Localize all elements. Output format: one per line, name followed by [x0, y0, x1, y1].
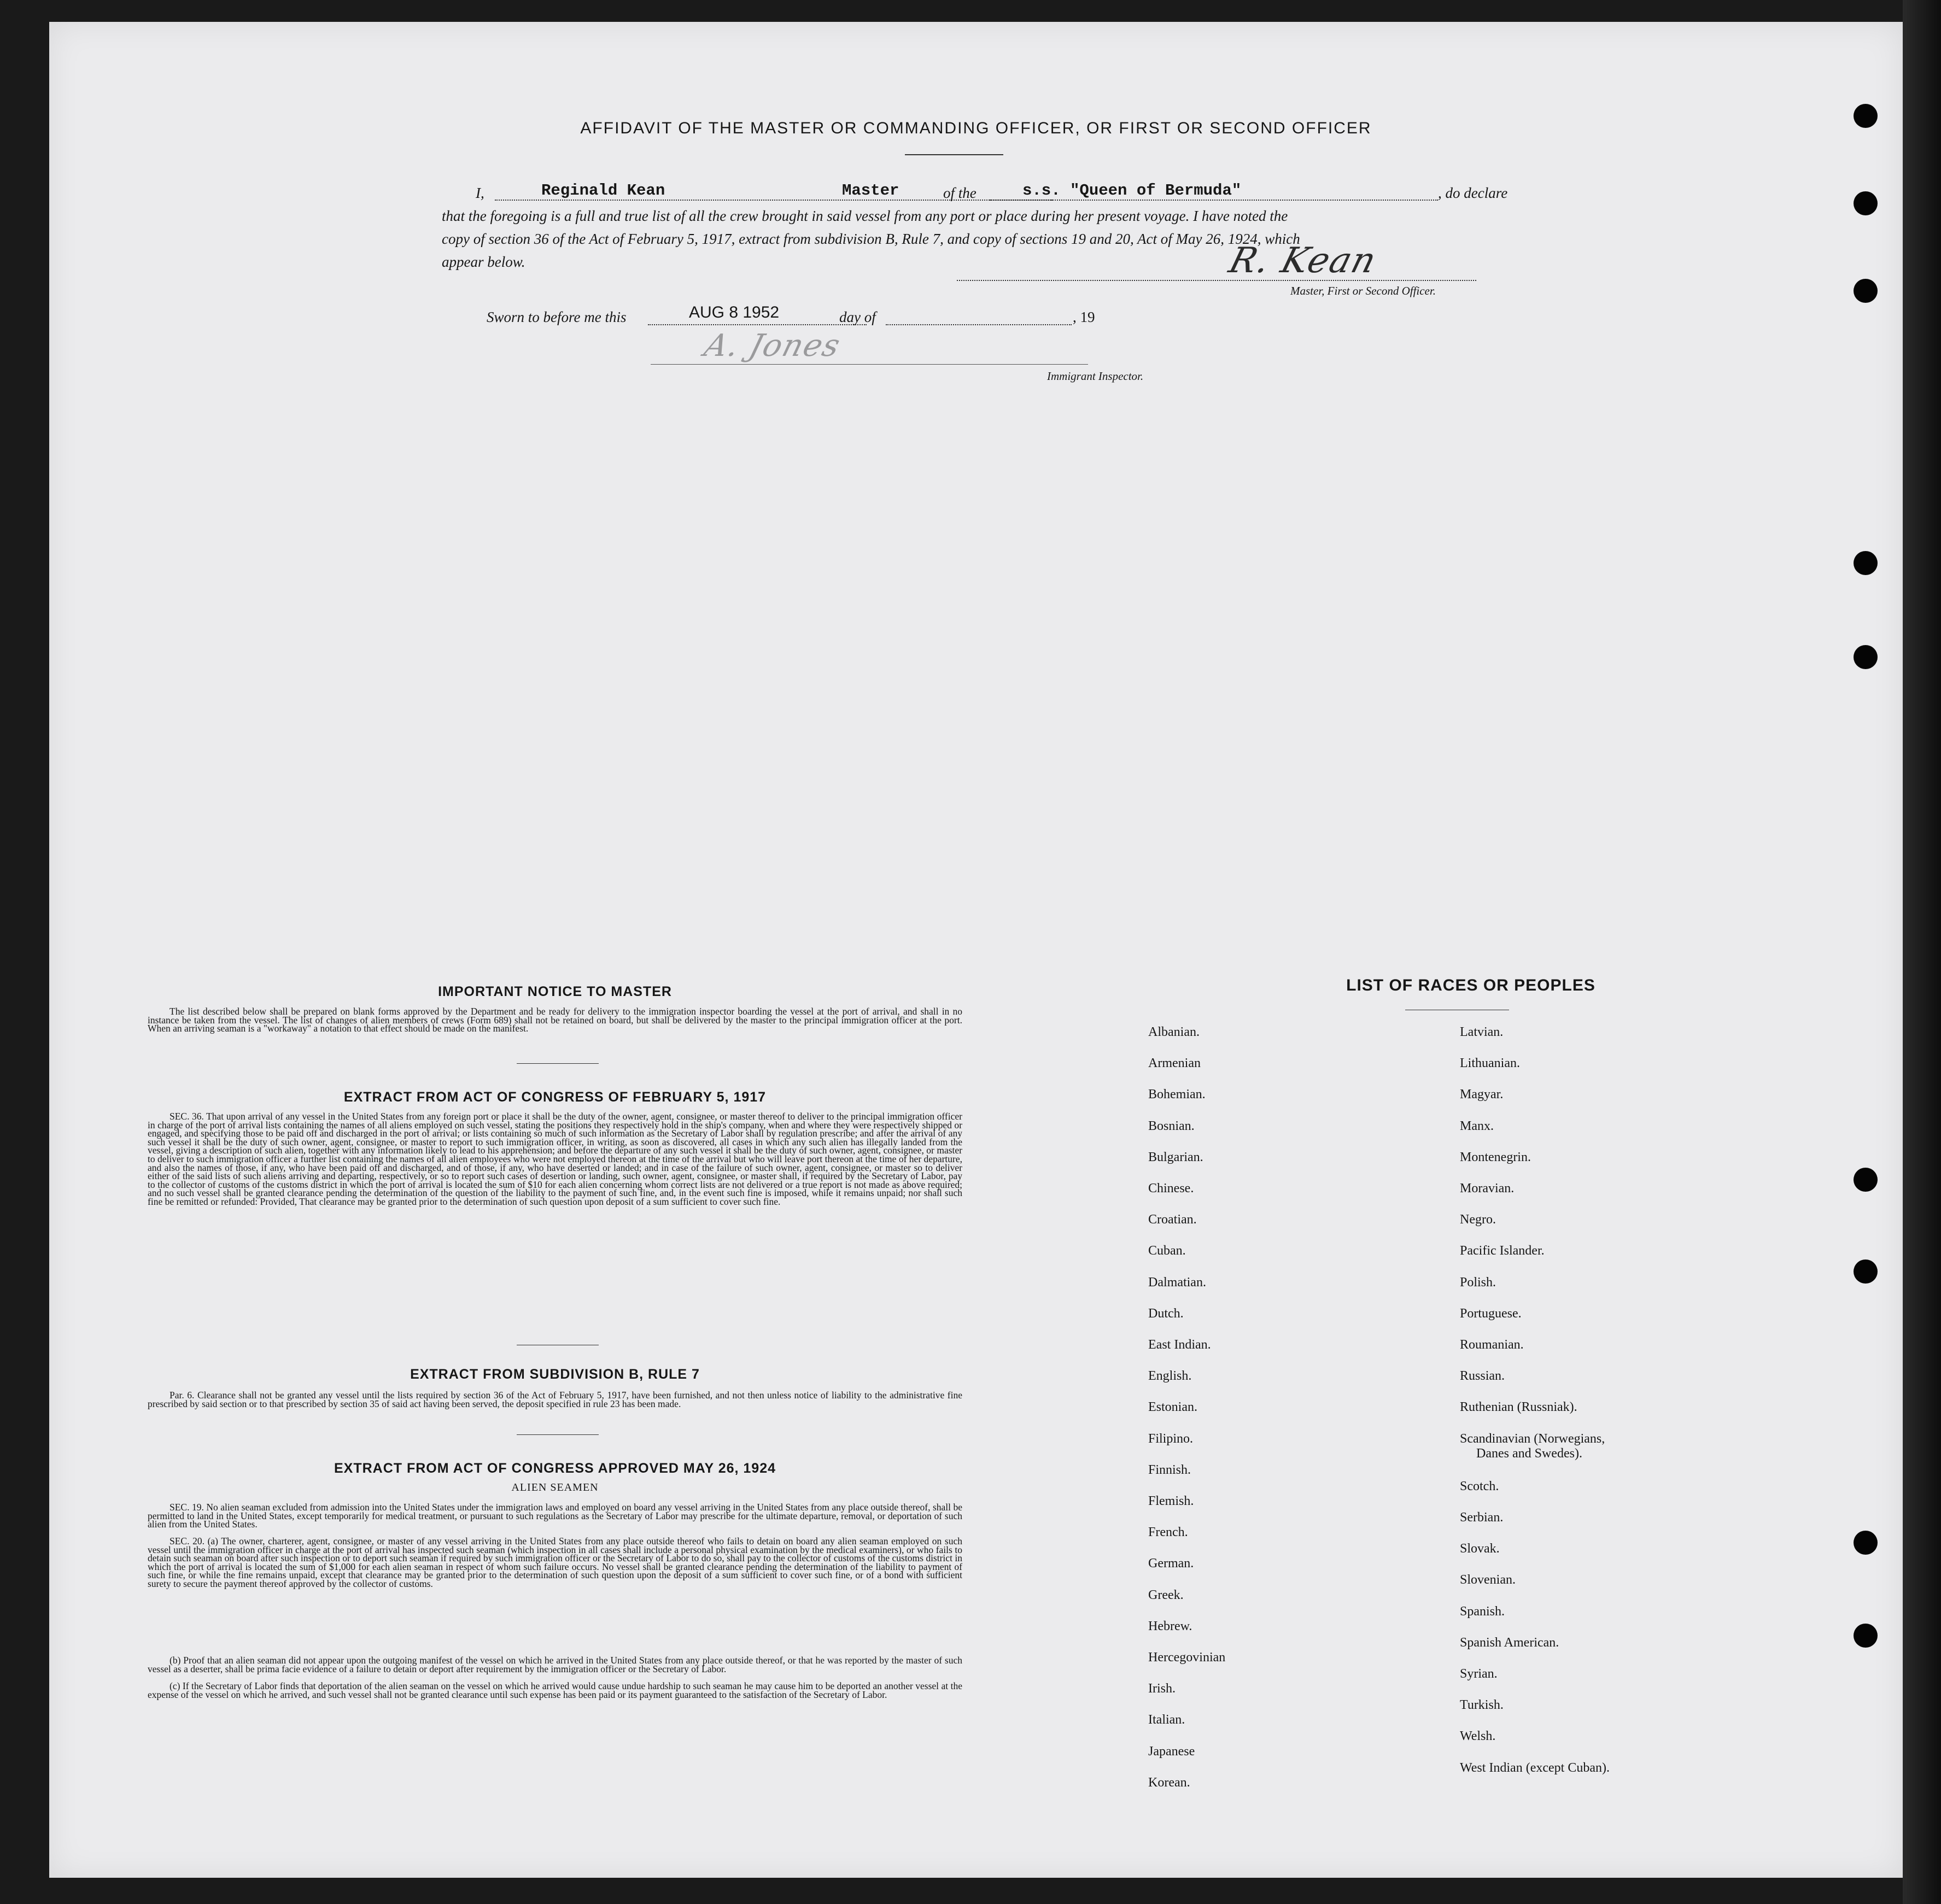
notice-title: IMPORTANT NOTICE TO MASTER: [438, 984, 672, 999]
race-item: East Indian.: [1148, 1338, 1211, 1352]
race-item: Finnish.: [1148, 1462, 1191, 1477]
race-item: Bohemian.: [1148, 1087, 1206, 1102]
punch-hole: [1854, 1168, 1878, 1192]
rule7-divider: [517, 1434, 599, 1435]
race-item: Armenian: [1148, 1056, 1201, 1071]
race-item: Slovak.: [1460, 1542, 1500, 1556]
race-item: Syrian.: [1460, 1667, 1498, 1681]
affidavit-line-4: appear below.: [442, 254, 525, 270]
punch-hole: [1854, 1259, 1878, 1284]
race-item: Flemish.: [1148, 1494, 1194, 1508]
affidavit-line-3: copy of section 36 of the Act of February 5, 1917, extract from subdivision B, Rule 7, and copy of sections 19 and 20, Act of May 26, 1924, which: [442, 231, 1300, 247]
notice-divider: [517, 1063, 599, 1064]
race-item: Dutch.: [1148, 1306, 1184, 1321]
punch-hole: [1854, 1624, 1878, 1648]
inspector-caption: Immigrant Inspector.: [1047, 370, 1144, 383]
race-item: Russian.: [1460, 1369, 1505, 1384]
race-item: Ruthenian (Russniak).: [1460, 1400, 1577, 1415]
race-item: Manx.: [1460, 1118, 1494, 1133]
date-blank: [648, 324, 867, 325]
punch-hole: [1854, 279, 1878, 303]
race-item: Croatian.: [1148, 1212, 1197, 1227]
race-item: Negro.: [1460, 1212, 1496, 1227]
race-item: Serbian.: [1460, 1510, 1504, 1525]
race-item: Turkish.: [1460, 1698, 1504, 1713]
affidavit-i: I,: [476, 185, 484, 201]
extract-1917-text: SEC. 36. That upon arrival of any vessel in the United States from any foreign port or place it shall be the duty of the owner, agent, consignee, or master thereof to deliver to the principal immigration officer in charge of the port of arrival lists containing the names of all aliens employed on such vessel, stating the positions they respectively hold in the ship's company, when and where they were respectively shipped or engaged, and specifying those to be paid off and discharged in the port of arrival; or lists containing so much of such information as the Secretary of Labor shall by regulation prescribe; and after the arrival of any such vessel it shall be the duty of such owner, agent, consignee, or master to report to such immigration officer, in writing, as soon as discovered, all cases in which any such alien has illegally landed from the vessel, giving a description of such alien, together with any information likely to lead to his apprehension; and before the departure of any such vessel it shall be the duty of such owner, agent, consignee, or master to deliver to such immigration officer a further list containing the names of all alien employees who were not employed thereon at the time of the arrival but who will leave port thereon at the time of her departure, and also the names of those, if any, who have been paid off and discharged, and of those, if any, who have deserted or landed; and in case of the failure of such owner, agent, consignee, or master so to deliver either of the said lists of such aliens arriving and departing, respectively, or so to report such cases of desertion or landing, such owner, agent, consignee, or master shall, if required by the Secretary of Labor, pay to the collector of customs of the customs district in which the port of arrival is located the sum of $10 for each alien concerning whom correct lists are not delivered or a true report is not made as above required; and no such vessel shall be granted clearance pending the determination of the question of the liability to the payment of such fine, and, in the event such fine is imposed, while it remains unpaid; nor shall such fine be remitted or refunded: Provided, That clearance may be granted prior to the determination of such question upon deposit of a sum sufficient to cover such fine.: [148, 1111, 962, 1207]
rule7-text: Par. 6. Clearance shall not be granted any vessel until the lists required by section 36 of the Act of February 5, 1917, have been furnished, and not then unless notice of liability to the administrative fine prescribed by said section or to that prescribed by section 35 of said act having been served, the deposit specified in rule 23 has been made.: [148, 1390, 962, 1409]
of-the-label: of the: [943, 185, 977, 201]
race-item: Hebrew.: [1148, 1619, 1192, 1633]
signature-line: [957, 280, 1476, 281]
master-signature: R. Kean: [1225, 241, 1382, 281]
vessel-name: s.s. "Queen of Bermuda": [1022, 181, 1242, 200]
race-item: Korean.: [1148, 1775, 1190, 1790]
race-item: Albanian.: [1148, 1025, 1200, 1039]
race-item: Danes and Swedes).: [1476, 1446, 1582, 1461]
master-rank: Master: [842, 181, 899, 200]
race-item: Lithuanian.: [1460, 1056, 1520, 1071]
inspector-signature-line: [651, 364, 1088, 365]
year-label: , 19: [1073, 309, 1095, 325]
scan-edge: [1903, 0, 1941, 1904]
extract-1924-sec19: SEC. 19. No alien seaman excluded from admission into the United States under the immigration laws and employed on board any vessel arriving in the United States from any place outside thereof, shall be permitted to land in the United States, except temporarily for medical treatment, or pursuant to such regulations as the Secretary of Labor may prescribe for the ultimate departure, removal, or deportation of such alien from the United States.: [148, 1502, 962, 1530]
race-item: Italian.: [1148, 1713, 1185, 1727]
race-item: Filipino.: [1148, 1431, 1194, 1446]
race-item: Latvian.: [1460, 1025, 1504, 1039]
race-item: Dalmatian.: [1148, 1275, 1206, 1290]
vessel-blank: [990, 200, 1438, 201]
affidavit-title: AFFIDAVIT OF THE MASTER OR COMMANDING OFFICER, OR FIRST OR SECOND OFFICER: [580, 119, 1372, 137]
extract-1924-subtitle: ALIEN SEAMEN: [511, 1481, 599, 1493]
affidavit-line-1: [476, 185, 484, 202]
race-item: Polish.: [1460, 1275, 1496, 1290]
race-item: German.: [1148, 1556, 1194, 1571]
races-title: LIST OF RACES OR PEOPLES: [1346, 976, 1595, 994]
extract-1924-title: EXTRACT FROM ACT OF CONGRESS APPROVED MAY 26, 1924: [334, 1461, 776, 1476]
race-item: Estonian.: [1148, 1400, 1197, 1415]
rule7-title: EXTRACT FROM SUBDIVISION B, RULE 7: [410, 1367, 700, 1382]
inspector-signature: A. Jones: [700, 328, 845, 364]
race-item: Japanese: [1148, 1744, 1195, 1759]
sworn-date: AUG 8 1952: [689, 303, 780, 321]
race-item: Scandinavian (Norwegians,: [1460, 1431, 1605, 1446]
race-item: Cuban.: [1148, 1244, 1186, 1258]
race-item: Magyar.: [1460, 1087, 1504, 1102]
race-item: Roumanian.: [1460, 1338, 1524, 1352]
race-item: Bosnian.: [1148, 1118, 1195, 1133]
race-item: English.: [1148, 1369, 1192, 1384]
race-item: Welsh.: [1460, 1729, 1496, 1744]
race-item: West Indian (except Cuban).: [1460, 1760, 1610, 1775]
race-item: Pacific Islander.: [1460, 1244, 1545, 1258]
race-item: Chinese.: [1148, 1181, 1194, 1196]
race-item: Bulgarian.: [1148, 1150, 1203, 1164]
race-item: Hercegovinian: [1148, 1650, 1226, 1665]
month-blank: [886, 324, 1072, 325]
title-divider: [905, 154, 1003, 155]
extract-1924-sec20a: SEC. 20. (a) The owner, charterer, agent, consignee, or master of any vessel arriving in the United States from any place outside thereof who fails to detain on board any alien seaman employed on such vessel until the immigration officer in charge at the port of arrival has inspected such seaman (which inspection in all cases shall include a personal physical examination by the medical examiners), or who fails to detain such seaman on board after such inspection or to deport such seaman if required by such immigration officer or the Secretary of Labor to do so, shall pay to the collector of customs of the customs district in which the port of arrival is located the sum of $1,000 for each alien seaman in respect of whom such failure occurs. No vessel shall be granted clearance pending the determination of the liability to payment of such fine, or while the fine remains unpaid, except that clearance may be granted prior to the determination of such question upon the deposit of a sum sufficient to cover such fine, or of a bond with sufficient surety to secure the payment thereof approved by the collector of customs.: [148, 1536, 962, 1589]
notice-text: The list described below shall be prepared on blank forms approved by the Department and be ready for delivery to the immigration inspector boarding the vessel at the port of arrival, and shall in no instance be taken from the vessel. The list of changes of alien members of crews (Form 689) shall not be retained on board, but shall be delivered by the master to the principal immigration officer at the port. When an arriving seaman is a "workaway" a notation to that effect should be made on the manifest.: [148, 1006, 962, 1034]
extract-1924-sec20b: (b) Proof that an alien seaman did not appear upon the outgoing manifest of the vessel on which he arrived in the United States from any place outside thereof, or that he was reported by the master of such vessel as a deserter, shall be prima facie evidence of a failure to detain or deport after requirement by the immigration officer or the Secretary of Labor.: [148, 1655, 962, 1674]
race-item: Irish.: [1148, 1682, 1176, 1696]
race-item: Montenegrin.: [1460, 1150, 1531, 1164]
document-page: [49, 22, 1903, 1878]
race-item: Greek.: [1148, 1587, 1184, 1602]
extract-1917-title: EXTRACT FROM ACT OF CONGRESS OF FEBRUARY 5, 1917: [343, 1089, 767, 1105]
extract-1924-sec20c: (c) If the Secretary of Labor finds that deportation of the alien seaman on the vessel on which he arrived would cause undue hardship to such seaman he may cause him to be deported an another vessel at the expense of the vessel on which he arrived, and such vessel shall not be granted clearance until such expense has been paid or its payment guaranteed to the satisfaction of the Secretary of Labor.: [148, 1680, 962, 1700]
punch-hole: [1854, 551, 1878, 575]
do-declare-label: , do declare: [1438, 185, 1508, 201]
punch-hole: [1854, 1531, 1878, 1555]
day-of-label: day of: [839, 309, 876, 325]
affidavit-line-2: that the foregoing is a full and true list of all the crew brought in said vessel from any port or place during her present voyage. I have noted the: [442, 208, 1288, 224]
punch-hole: [1854, 191, 1878, 215]
race-item: Portuguese.: [1460, 1306, 1522, 1321]
signature-caption: Master, First or Second Officer.: [1290, 284, 1436, 297]
race-item: Moravian.: [1460, 1181, 1515, 1196]
race-item: Scotch.: [1460, 1479, 1499, 1493]
race-item: Slovenian.: [1460, 1573, 1516, 1587]
race-item: Spanish American.: [1460, 1635, 1559, 1650]
master-name: Reginald Kean: [541, 181, 665, 200]
race-item: Spanish.: [1460, 1604, 1505, 1619]
punch-hole: [1854, 645, 1878, 669]
race-item: French.: [1148, 1525, 1188, 1540]
sworn-label: Sworn to before me this: [487, 309, 627, 325]
